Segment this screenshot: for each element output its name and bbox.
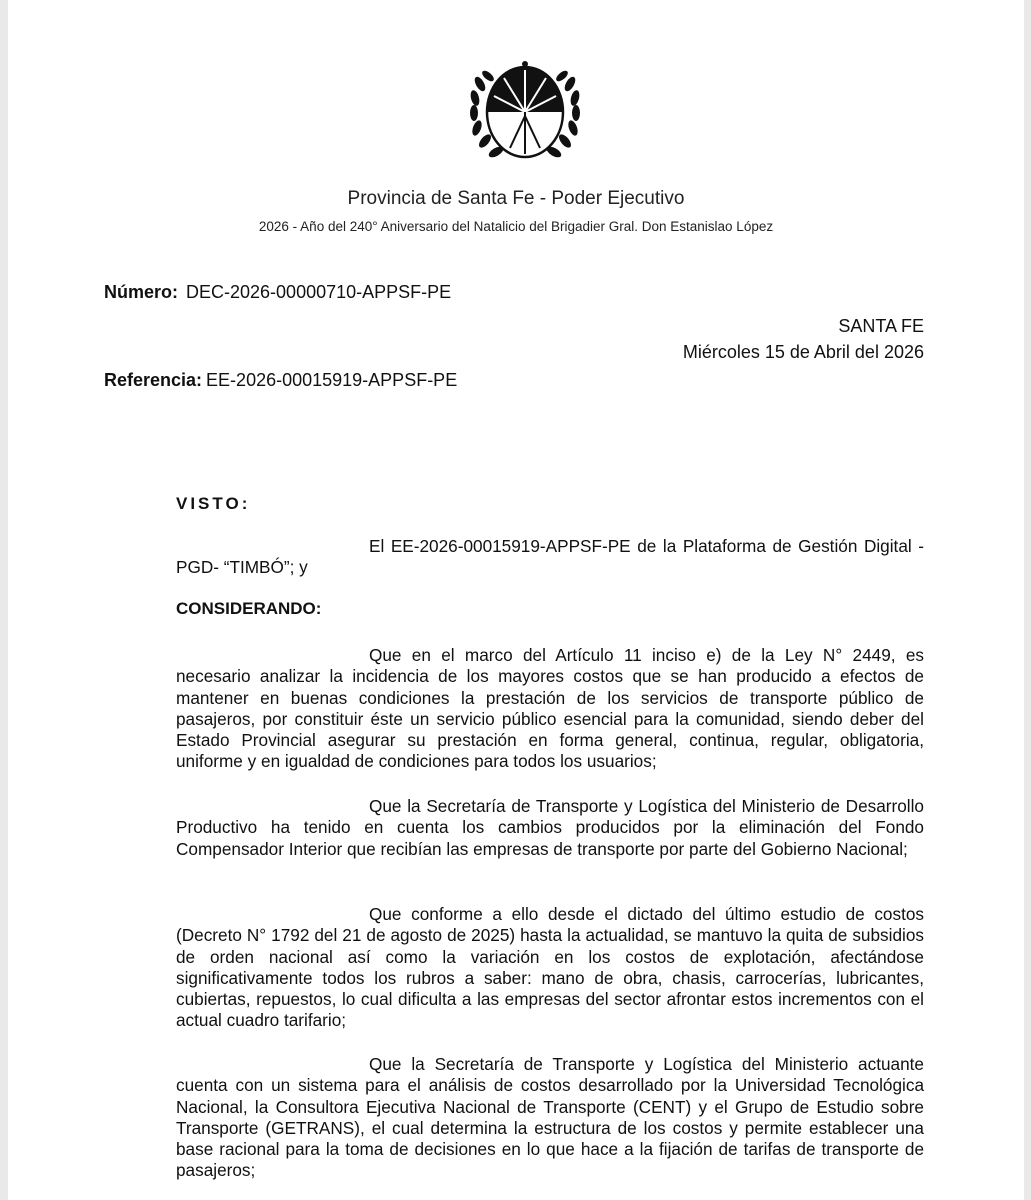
considerando-paragraph: Que en el marco del Artículo 11 inciso e) de la Ley N° 2449, es necesario analizar la incidencia de los mayores costos que se han producido a efectos de mantener en buenas condiciones la prestación de los servicios de transporte público de pasajeros, por constituir éste un servicio público esencial para la comunidad, siendo deber del Estado Provincial asegurar su prestación en forma general, continua, regular, obligatoria, uniforme y en igualdad de condiciones para todos los usuarios; (176, 645, 924, 772)
visto-heading: VISTO: (176, 494, 251, 513)
considerando-paragraph: Que la Secretaría de Transporte y Logística del Ministerio actuante cuenta con un sistema para el análisis de costos desarrollado por la Universidad Tecnológica Nacional, la Consultora Ejecutiva Nacional de Transporte (CENT) y el Grupo de Estudio sobre Transporte (GETRANS), el cual determina la estructura de los costos y permite establecer una base racional para la toma de decisiones en lo que hace a la fijación de tarifas de transporte de pasajeros; (176, 1054, 924, 1181)
considerando-paragraph: Que la Secretaría de Transporte y Logística del Ministerio de Desarrollo Productivo ha tenido en cuenta los cambios producidos por la eliminación del Fondo Compensador Interior que recibían las empresas de transporte por parte del Gobierno Nacional; (176, 796, 924, 859)
place-date-block (683, 313, 924, 365)
referencia-label: Referencia: (104, 370, 203, 390)
considerando-paragraph: Que conforme a ello desde el dictado del último estudio de costos (Decreto N° 1792 del 21 de agosto de 2025) hasta la actualidad, se mantuvo la quita de subsidios de orden nacional así como la variación en los costos de explotación, afectándose significativamente todos los rubros a saber: mano de obra, chasis, carrocerías, lubricantes, cubiertas, repuestos, lo cual dificulta a las empresas del sector afrontar estos incrementos con el actual cuadro tarifario; (176, 904, 924, 1031)
issuer-title: Provincia de Santa Fe - Poder Ejecutivo (347, 188, 685, 209)
document-page (8, 0, 1024, 1200)
place: SANTA FE (838, 316, 924, 336)
provincial-coat-of-arms-icon (466, 56, 584, 168)
numero-label: Número: (104, 282, 179, 302)
document-number (104, 282, 451, 303)
considerando-heading: CONSIDERANDO: (176, 599, 322, 618)
numero-value: DEC-2026-00000710-APPSF-PE (186, 282, 452, 302)
visto-paragraph: El EE-2026-00015919-APPSF-PE de la Plataforma de Gestión Digital -PGD- “TIMBÓ”; y (176, 536, 924, 578)
year-motto: 2026 - Año del 240° Aniversario del Natalicio del Brigadier Gral. Don Estanislao López (258, 219, 774, 234)
document-reference (104, 370, 457, 391)
date: Miércoles 15 de Abril del 2026 (682, 342, 924, 362)
referencia-value: EE-2026-00015919-APPSF-PE (206, 370, 458, 390)
